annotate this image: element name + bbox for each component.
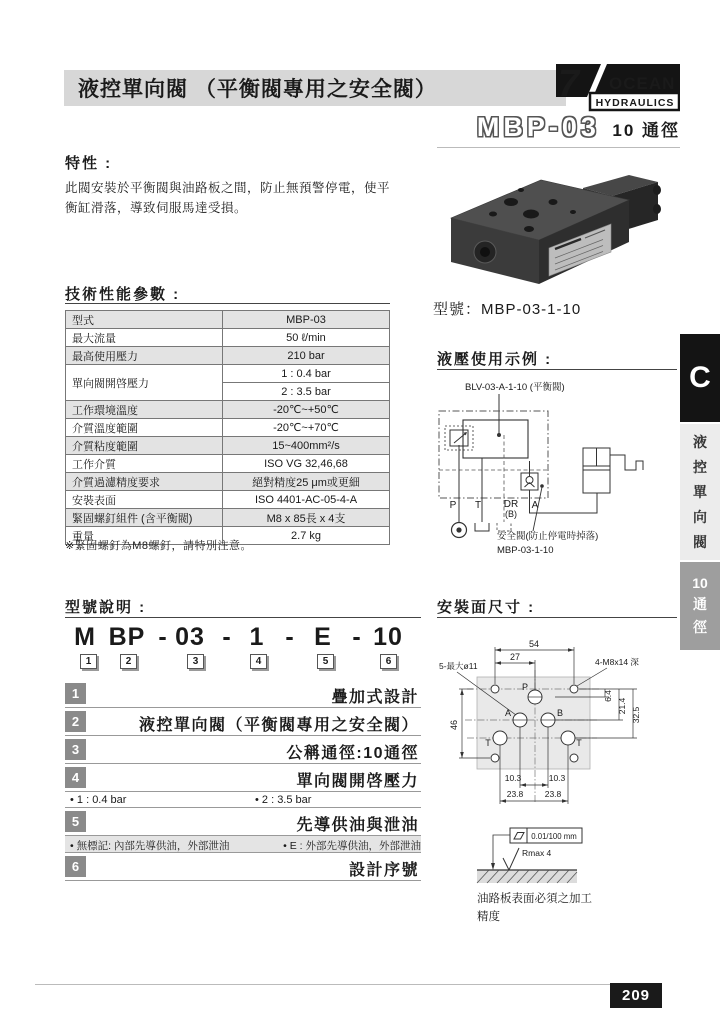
drain-tank-symbol (497, 523, 511, 531)
circuit-diagram (437, 373, 677, 575)
dim-23-8-right: 23.8 (544, 789, 562, 799)
photo-caption: 型號：MBP-03-1-10 (433, 301, 582, 318)
circuit-heading: 液壓使用示例 : (437, 351, 553, 368)
specs-table (65, 310, 390, 545)
code-num-6: 6 (380, 654, 397, 669)
cylinder-symbol (583, 448, 643, 493)
circuit-heading-rule (437, 369, 677, 370)
code-dash: - (285, 623, 295, 651)
model-code-item-4 (65, 765, 421, 792)
code-num-3: 3 (187, 654, 204, 669)
code-num-2: 2 (120, 654, 137, 669)
product-photo (433, 166, 665, 294)
flatness-frame (510, 828, 582, 843)
item-title: 疊加式設計 (331, 689, 419, 706)
features-body: 此閥安裝於平衡閥與油路板之間，防止無預警停電，使平衡缸滑落，導致伺服馬達受損。 (65, 181, 391, 216)
code-seg-6: 10 (373, 623, 403, 651)
model-code-heading: 型號說明 : (65, 599, 147, 616)
port-label-t-right: T (576, 738, 582, 748)
page-title-bar (64, 70, 566, 106)
dim-46: 46 (449, 719, 459, 731)
item-5-options (65, 836, 421, 853)
option: • 1 : 0.4 bar (70, 794, 127, 806)
pump-symbol (452, 523, 467, 538)
table-row: 單向閥開啓壓力 1 : 0.4 bar (66, 365, 390, 383)
tab-char: 10 (692, 575, 708, 591)
brand-logo (556, 64, 680, 112)
dim-10-3-right: 10.3 (548, 773, 566, 783)
side-tab-size-10[interactable] (680, 562, 720, 650)
table-row: 安裝表面 ISO 4401-AC-05-4-A (66, 491, 390, 509)
tab-char: 單 (693, 484, 707, 500)
model-code-item-5 (65, 809, 421, 836)
option: • 2 : 3.5 bar (255, 794, 312, 806)
header-divider (437, 147, 680, 148)
model-size: 10 通徑 (612, 121, 680, 140)
option: • E : 外部先導供油，外部泄油 (283, 840, 421, 852)
tab-char: 控 (693, 459, 707, 475)
mounting-diagram (437, 622, 677, 814)
code-num-1: 1 (80, 654, 97, 669)
mounting-heading: 安裝面尺寸 : (437, 599, 536, 616)
tab-char: 向 (693, 509, 707, 525)
item-number-badge: 4 (65, 767, 86, 788)
port-label-a: A (504, 708, 512, 718)
port-label-dr: DR (503, 499, 519, 510)
item-number-badge: 1 (65, 683, 86, 704)
item-title: 設計序號 (348, 862, 419, 879)
code-num-4: 4 (250, 654, 267, 669)
features-heading: 特性 : (65, 155, 113, 172)
specs-heading: 技術性能參數 : (65, 286, 181, 303)
table-row: 2 : 3.5 bar (66, 383, 390, 401)
tank-symbol (475, 523, 489, 531)
code-num-5: 5 (317, 654, 334, 669)
machined-surface (477, 870, 577, 883)
tab-char: 通 (693, 596, 707, 612)
circuit-balance-valve-label: BLV-03-A-1-10 (平衡閥) (465, 382, 565, 393)
dim-27: 27 (509, 652, 521, 662)
surface-caption-line2: 精度 (477, 911, 500, 923)
table-row: 介質粘度範圍 15~400mm²/s (66, 437, 390, 455)
table-row: 工作環境溫度 -20℃~+50℃ (66, 401, 390, 419)
dim-32-5: 32.5 (631, 706, 641, 724)
port-label-p: P (449, 500, 457, 511)
model-code-item-6 (65, 854, 421, 881)
item-title: 先導供油與泄油 (296, 817, 419, 834)
specs-heading-rule (65, 303, 390, 304)
bolt-holes-callout: 4-M8x14 深 (595, 657, 639, 667)
table-row: 型式 MBP-03 (66, 311, 390, 329)
model-code-item-2 (65, 709, 421, 736)
code-seg-5: E (314, 623, 332, 651)
dim-23-8-left: 23.8 (506, 789, 524, 799)
model-heading-line (300, 112, 680, 143)
code-seg-4: 1 (249, 623, 265, 651)
flatness-value: 0.01/100 mm (531, 832, 577, 841)
safety-valve-label: 安全閥(防止停電時掉落) (497, 531, 599, 542)
port-label-p: P (521, 682, 529, 692)
page-title: 液控單向閥 （平衡閥專用之安全閥） (78, 78, 437, 101)
surface-caption-line1: 油路板表面必須之加工 (477, 893, 592, 905)
item-4-options (65, 792, 421, 808)
port-label-t: T (474, 500, 482, 511)
surface-finish-detail (437, 826, 677, 931)
table-row: 工作介質 ISO VG 32,46,68 (66, 455, 390, 473)
item-number-badge: 6 (65, 856, 86, 877)
model-code-rule (65, 617, 421, 618)
code-dash: - (352, 623, 362, 651)
option: • 無標記: 內部先導供油，外部泄油 (70, 840, 230, 852)
item-title: 單向閥開啓壓力 (296, 773, 419, 790)
dim-6-4: 6.4 (603, 690, 613, 702)
side-tab-section-c[interactable] (680, 334, 720, 422)
logo-seven: 7 (558, 64, 580, 105)
code-seg-2: BP (108, 623, 146, 651)
roughness-value: Rmax 4 (522, 848, 552, 858)
page-number: 209 (621, 987, 651, 1004)
dim-54: 54 (528, 639, 540, 649)
dim-21-4: 21.4 (617, 697, 627, 715)
tab-char: 液 (693, 434, 707, 450)
item-title: 液控單向閥（平衡閥專用之安全閥） (138, 717, 419, 734)
port-label-b: B (556, 708, 564, 718)
model-code-item-1 (65, 681, 421, 708)
roughness-symbol (503, 848, 519, 870)
model-heading: MBP-03 (476, 112, 600, 142)
table-row: 最高使用壓力 210 bar (66, 347, 390, 365)
code-seg-3: 03 (175, 623, 205, 651)
specs-note: ※緊固螺釘為M8螺釘，請特別注意。 (65, 540, 252, 552)
code-dash: - (158, 623, 168, 651)
side-tab-valve-category[interactable] (680, 424, 720, 560)
check-valve-symbol (521, 461, 538, 490)
port-holes-callout: 5-最大ø11 (439, 661, 478, 671)
leader-dot (497, 433, 501, 437)
footer-rule (35, 984, 610, 985)
table-row: 介質過濾精度要求 絕對精度25 μm或更細 (66, 473, 390, 491)
page-number-badge (610, 983, 662, 1008)
tab-char: 徑 (693, 619, 707, 635)
side-tab-letter: C (689, 361, 711, 394)
mounting-heading-rule (437, 617, 677, 618)
table-row: 介質溫度範圍 -20℃~+70℃ (66, 419, 390, 437)
tab-char: 閥 (693, 534, 707, 550)
leader-line (493, 835, 510, 866)
port-label-b: (B) (505, 509, 517, 519)
item-title: 公稱通徑:10通徑 (286, 745, 419, 762)
item-number-badge: 3 (65, 739, 86, 760)
model-code-item-3 (65, 737, 421, 764)
safety-valve-model: MBP-03-1-10 (497, 545, 554, 556)
port-label-t-left: T (485, 738, 491, 748)
code-dash: - (222, 623, 232, 651)
port-label-a: A (531, 500, 539, 511)
logo-ocean: OCEAN (609, 74, 676, 93)
table-row: 緊固螺釘組件 (含平衡閥) M8 x 85長 x 4支 (66, 509, 390, 527)
logo-hydraulics: HYDRAULICS (595, 97, 675, 109)
leader-arrow (491, 863, 495, 870)
table-row: 重量 2.7 kg (66, 527, 390, 545)
item-number-badge: 2 (65, 711, 86, 732)
code-seg-1: M (74, 623, 96, 651)
table-row: 最大流量 50 ℓ/min (66, 329, 390, 347)
item-number-badge: 5 (65, 811, 86, 832)
dim-10-3-left: 10.3 (504, 773, 522, 783)
